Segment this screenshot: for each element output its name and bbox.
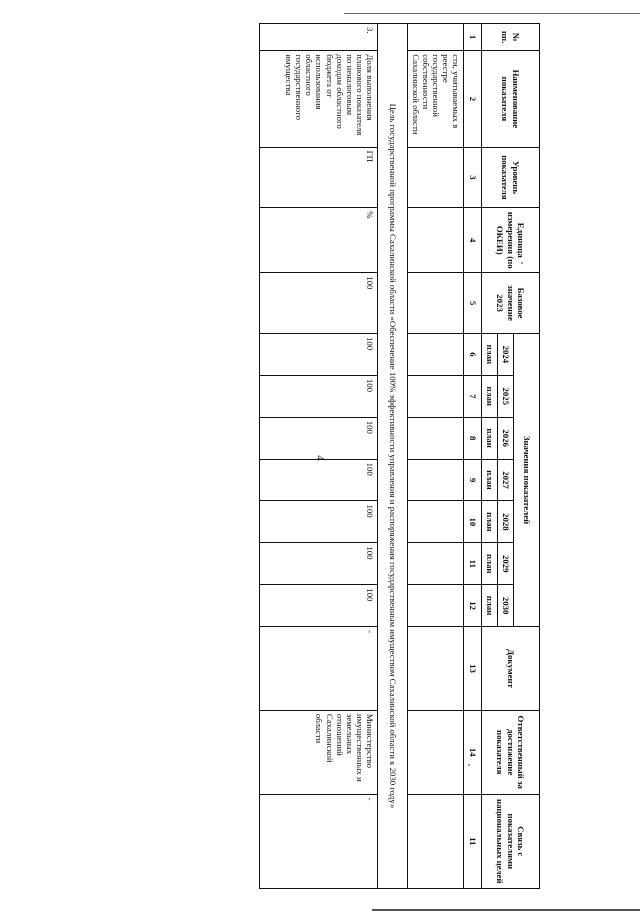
table-row [260, 24, 378, 889]
col-number: 9 [464, 459, 482, 501]
continuation-row [408, 24, 464, 889]
row-doc: - [260, 627, 378, 711]
row-link: - [260, 794, 378, 888]
col-number: 11 [464, 794, 482, 888]
col-number: 13 [464, 627, 482, 711]
header-resp: Ответственный за достижение показателя [482, 710, 540, 794]
header-plan: план [482, 543, 498, 585]
header-row-1 [514, 24, 540, 889]
row-value: 100 [260, 585, 378, 627]
header-name: Наименование показателя [482, 51, 540, 147]
row-level: ГП [260, 147, 378, 208]
row-value: 100 [260, 333, 378, 375]
header-year: 2024 [498, 333, 514, 375]
header-plan: план [482, 417, 498, 459]
header-link: Связь с показателями национальных целей [482, 794, 540, 888]
header-year: 2025 [498, 375, 514, 417]
header-plan: план [482, 459, 498, 501]
row-name: Доля выполнения планового показателя по неналоговым доходам областного бюджета от использования областного государственного имущества [260, 51, 378, 147]
row-value: 100 [260, 375, 378, 417]
row-value: 100 [260, 543, 378, 585]
header-plan: план [482, 375, 498, 417]
indicators-table [259, 23, 540, 889]
header-year: 2030 [498, 585, 514, 627]
header-plan: план [482, 333, 498, 375]
col-number: 6 [464, 333, 482, 375]
header-unit: Единица измерения (по ОКЕИ) [482, 208, 540, 273]
row-value: 100 [260, 417, 378, 459]
col-number: 1 [464, 24, 482, 51]
row-value: 100 [260, 501, 378, 543]
col-number: 12 [464, 585, 482, 627]
col-number: 10 [464, 501, 482, 543]
col-number: 4 [464, 208, 482, 273]
header-values: Значения показателей [514, 333, 540, 626]
header-year: 2027 [498, 459, 514, 501]
col-number: 14 [464, 710, 482, 794]
col-number: 5 [464, 273, 482, 334]
header-year: 2026 [498, 417, 514, 459]
col-number: 8 [464, 417, 482, 459]
row-unit: % [260, 208, 378, 273]
column-number-row [464, 24, 482, 889]
col-number: 3 [464, 147, 482, 208]
header-num: № пп. [482, 24, 540, 51]
continuation-text: сти, учитываемых в реестре государственной собственности Сахалинской области [408, 51, 464, 147]
scan-edge-line-top [344, 13, 640, 14]
scan-edge-line-bottom [372, 909, 640, 911]
header-year: 2028 [498, 501, 514, 543]
header-plan: план [482, 501, 498, 543]
header-level: Уровень показателя [482, 147, 540, 208]
header-base: Базовое значение 2023 [482, 273, 540, 334]
goal-row [378, 24, 408, 889]
row-resp: Министерство имущественных и земельных отношений Сахалинской области [260, 710, 378, 794]
col-number: 11 [464, 543, 482, 585]
header-plan: план [482, 585, 498, 627]
header-doc: Документ [482, 627, 540, 711]
goal-text: Цель государственной программы Сахалинской области «Обеспечение 100% эффективности управления и распоряжения государственным имуществом Сахалинской области к 2030 году» [378, 24, 408, 889]
page-number: 4 [314, 455, 326, 461]
col-number: 2 [464, 51, 482, 147]
header-year: 2029 [498, 543, 514, 585]
row-num: 3. [260, 24, 378, 51]
row-value: 100 [260, 459, 378, 501]
col-number: 7 [464, 375, 482, 417]
row-base: 100 [260, 273, 378, 334]
